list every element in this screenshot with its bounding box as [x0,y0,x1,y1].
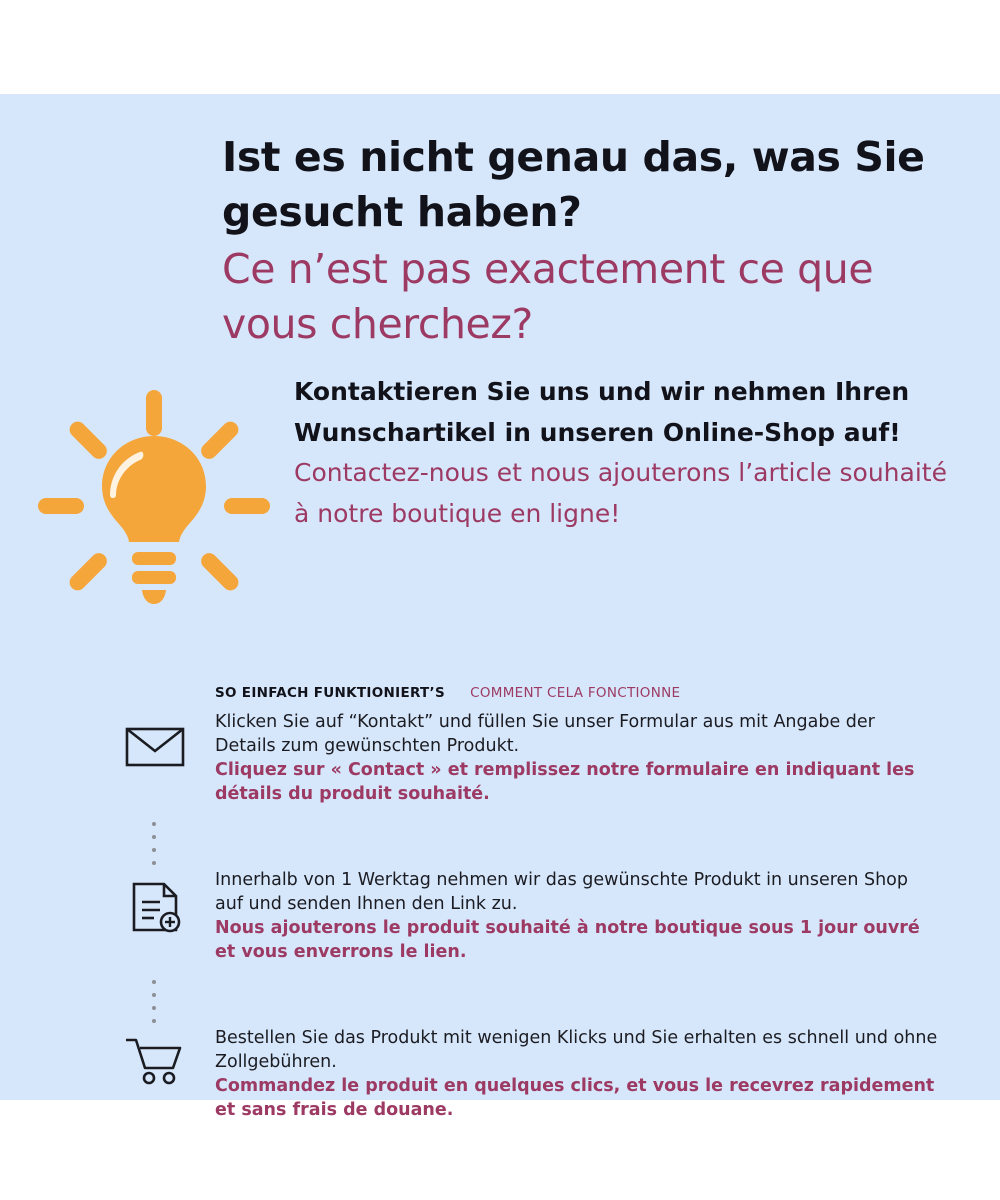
step-text [215,868,940,965]
list-item [0,868,1000,986]
intro-fr: Contactez-nous et nous ajouterons l’article souhaité à notre boutique en ligne! [294,458,947,528]
shopping-cart-icon [124,1034,186,1090]
step-connector-dots [152,980,156,1024]
intro-de: Kontaktieren Sie uns und wir nehmen Ihren Wunschartikel in unseren Online-Shop auf! [294,377,910,447]
headline-de: Ist es nicht genau das, was Sie gesucht haben? [222,133,925,236]
step-text [215,710,940,807]
lightbulb-icon [36,388,272,624]
step-connector-dots [152,822,156,866]
how-it-works-fr: COMMENT CELA FONCTIONNE [470,685,681,701]
intro-text-block [294,372,954,534]
promo-banner [0,94,1000,1121]
how-it-works-de: SO EINFACH FUNKTIONIERT’S [215,685,446,701]
list-item [0,710,1000,828]
step-fr: Nous ajouterons le produit souhaité à notre boutique sous 1 jour ouvré et vous enverrons le lien. [215,918,920,963]
how-it-works-heading [215,682,680,701]
envelope-icon [124,722,186,778]
list-item [0,1026,1000,1136]
step-fr: Cliquez sur « Contact » et remplissez notre formulaire en indiquant les détails du produit souhaité. [215,760,915,805]
document-add-icon [124,880,186,936]
step-de: Innerhalb von 1 Werktag nehmen wir das gewünschte Produkt in unseren Shop auf und senden Ihnen den Link zu. [215,870,908,915]
headline-fr: Ce n’est pas exactement ce que vous cherchez? [222,244,874,348]
intro-row [0,372,1000,662]
headline-block [222,130,942,352]
step-text [215,1026,940,1123]
step-de: Bestellen Sie das Produkt mit wenigen Klicks und Sie erhalten es schnell und ohne Zollgebühren. [215,1028,938,1073]
step-de: Klicken Sie auf “Kontakt” und füllen Sie unser Formular aus mit Angabe der Details zum gewünschten Produkt. [215,712,875,757]
steps-list [0,710,1000,1136]
step-fr: Commandez le produit en quelques clics, et vous le recevrez rapidement et sans frais de douane. [215,1076,935,1121]
